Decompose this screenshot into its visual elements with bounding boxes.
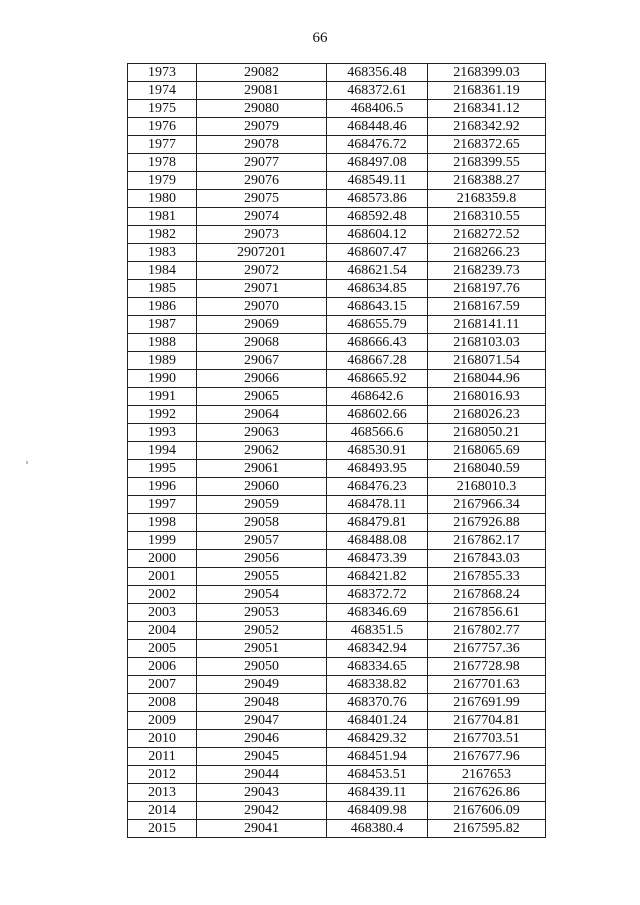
x-coordinate-cell: 468451.94 — [327, 748, 428, 766]
row-index-cell: 1992 — [128, 406, 197, 424]
x-coordinate-cell: 468476.72 — [327, 136, 428, 154]
row-index-cell: 1998 — [128, 514, 197, 532]
table-row — [128, 460, 546, 478]
row-index-cell: 2013 — [128, 784, 197, 802]
y-coordinate-cell: 2167862.17 — [428, 532, 546, 550]
y-coordinate-cell: 2168399.03 — [428, 64, 546, 82]
table-row — [128, 64, 546, 82]
y-coordinate-cell: 2167677.96 — [428, 748, 546, 766]
table-row — [128, 622, 546, 640]
table-row — [128, 244, 546, 262]
table-row — [128, 532, 546, 550]
point-id-cell: 29045 — [197, 748, 327, 766]
margin-mark — [26, 461, 28, 464]
point-id-cell: 29061 — [197, 460, 327, 478]
row-index-cell: 1974 — [128, 82, 197, 100]
point-id-cell: 29072 — [197, 262, 327, 280]
x-coordinate-cell: 468346.69 — [327, 604, 428, 622]
x-coordinate-cell: 468380.4 — [327, 820, 428, 838]
row-index-cell: 2009 — [128, 712, 197, 730]
table-row — [128, 820, 546, 838]
point-id-cell: 29065 — [197, 388, 327, 406]
table-row — [128, 226, 546, 244]
point-id-cell: 29071 — [197, 280, 327, 298]
table-row — [128, 784, 546, 802]
point-id-cell: 29074 — [197, 208, 327, 226]
row-index-cell: 1978 — [128, 154, 197, 172]
y-coordinate-cell: 2168044.96 — [428, 370, 546, 388]
x-coordinate-cell: 468370.76 — [327, 694, 428, 712]
y-coordinate-cell: 2167653 — [428, 766, 546, 784]
y-coordinate-cell: 2167606.09 — [428, 802, 546, 820]
y-coordinate-cell: 2168239.73 — [428, 262, 546, 280]
point-id-cell: 29043 — [197, 784, 327, 802]
point-id-cell: 29063 — [197, 424, 327, 442]
row-index-cell: 2002 — [128, 586, 197, 604]
y-coordinate-cell: 2167926.88 — [428, 514, 546, 532]
y-coordinate-cell: 2167856.61 — [428, 604, 546, 622]
x-coordinate-cell: 468342.94 — [327, 640, 428, 658]
point-id-cell: 29042 — [197, 802, 327, 820]
point-id-cell: 29044 — [197, 766, 327, 784]
table-row — [128, 100, 546, 118]
page-number: 66 — [312, 30, 328, 46]
table-row — [128, 568, 546, 586]
table-row — [128, 514, 546, 532]
x-coordinate-cell: 468607.47 — [327, 244, 428, 262]
row-index-cell: 1975 — [128, 100, 197, 118]
point-id-cell: 29067 — [197, 352, 327, 370]
point-id-cell: 29058 — [197, 514, 327, 532]
x-coordinate-cell: 468338.82 — [327, 676, 428, 694]
row-index-cell: 2011 — [128, 748, 197, 766]
point-id-cell: 29046 — [197, 730, 327, 748]
point-id-cell: 2907201 — [197, 244, 327, 262]
row-index-cell: 1999 — [128, 532, 197, 550]
x-coordinate-cell: 468573.86 — [327, 190, 428, 208]
table-row — [128, 712, 546, 730]
point-id-cell: 29068 — [197, 334, 327, 352]
y-coordinate-cell: 2167843.03 — [428, 550, 546, 568]
x-coordinate-cell: 468479.81 — [327, 514, 428, 532]
y-coordinate-cell: 2168050.21 — [428, 424, 546, 442]
table-row — [128, 658, 546, 676]
table-row — [128, 676, 546, 694]
x-coordinate-cell: 468421.82 — [327, 568, 428, 586]
table-row — [128, 262, 546, 280]
x-coordinate-cell: 468478.11 — [327, 496, 428, 514]
row-index-cell: 1986 — [128, 298, 197, 316]
row-index-cell: 2007 — [128, 676, 197, 694]
table-row — [128, 586, 546, 604]
x-coordinate-cell: 468453.51 — [327, 766, 428, 784]
x-coordinate-cell: 468493.95 — [327, 460, 428, 478]
x-coordinate-cell: 468643.15 — [327, 298, 428, 316]
table-row — [128, 388, 546, 406]
point-id-cell: 29057 — [197, 532, 327, 550]
point-id-cell: 29081 — [197, 82, 327, 100]
x-coordinate-cell: 468439.11 — [327, 784, 428, 802]
row-index-cell: 1973 — [128, 64, 197, 82]
y-coordinate-cell: 2167626.86 — [428, 784, 546, 802]
table-row — [128, 316, 546, 334]
y-coordinate-cell: 2168065.69 — [428, 442, 546, 460]
row-index-cell: 1980 — [128, 190, 197, 208]
x-coordinate-cell: 468409.98 — [327, 802, 428, 820]
row-index-cell: 2008 — [128, 694, 197, 712]
point-id-cell: 29080 — [197, 100, 327, 118]
table-row — [128, 802, 546, 820]
table-row — [128, 208, 546, 226]
row-index-cell: 1981 — [128, 208, 197, 226]
y-coordinate-cell: 2168010.3 — [428, 478, 546, 496]
y-coordinate-cell: 2168141.11 — [428, 316, 546, 334]
row-index-cell: 2005 — [128, 640, 197, 658]
x-coordinate-cell: 468665.92 — [327, 370, 428, 388]
point-id-cell: 29052 — [197, 622, 327, 640]
point-id-cell: 29060 — [197, 478, 327, 496]
table-body — [128, 64, 546, 838]
table-row — [128, 496, 546, 514]
point-id-cell: 29062 — [197, 442, 327, 460]
row-index-cell: 2014 — [128, 802, 197, 820]
x-coordinate-cell: 468351.5 — [327, 622, 428, 640]
y-coordinate-cell: 2167703.51 — [428, 730, 546, 748]
y-coordinate-cell: 2167757.36 — [428, 640, 546, 658]
table-row — [128, 550, 546, 568]
table-row — [128, 424, 546, 442]
table-row — [128, 352, 546, 370]
row-index-cell: 1993 — [128, 424, 197, 442]
table-row — [128, 730, 546, 748]
row-index-cell: 2012 — [128, 766, 197, 784]
row-index-cell: 1996 — [128, 478, 197, 496]
point-id-cell: 29056 — [197, 550, 327, 568]
point-id-cell: 29054 — [197, 586, 327, 604]
row-index-cell: 2004 — [128, 622, 197, 640]
row-index-cell: 2000 — [128, 550, 197, 568]
y-coordinate-cell: 2167728.98 — [428, 658, 546, 676]
x-coordinate-cell: 468530.91 — [327, 442, 428, 460]
table-row — [128, 370, 546, 388]
point-id-cell: 29079 — [197, 118, 327, 136]
point-id-cell: 29051 — [197, 640, 327, 658]
table-row — [128, 442, 546, 460]
point-id-cell: 29073 — [197, 226, 327, 244]
x-coordinate-cell: 468372.61 — [327, 82, 428, 100]
table-row — [128, 406, 546, 424]
point-id-cell: 29053 — [197, 604, 327, 622]
x-coordinate-cell: 468473.39 — [327, 550, 428, 568]
y-coordinate-cell: 2167966.34 — [428, 496, 546, 514]
x-coordinate-cell: 468476.23 — [327, 478, 428, 496]
x-coordinate-cell: 468592.48 — [327, 208, 428, 226]
x-coordinate-cell: 468642.6 — [327, 388, 428, 406]
row-index-cell: 1977 — [128, 136, 197, 154]
y-coordinate-cell: 2168372.65 — [428, 136, 546, 154]
x-coordinate-cell: 468655.79 — [327, 316, 428, 334]
x-coordinate-cell: 468666.43 — [327, 334, 428, 352]
point-id-cell: 29055 — [197, 568, 327, 586]
y-coordinate-cell: 2167704.81 — [428, 712, 546, 730]
x-coordinate-cell: 468549.11 — [327, 172, 428, 190]
coordinates-table — [127, 63, 546, 838]
row-index-cell: 1979 — [128, 172, 197, 190]
x-coordinate-cell: 468372.72 — [327, 586, 428, 604]
table-row — [128, 118, 546, 136]
row-index-cell: 1991 — [128, 388, 197, 406]
table-row — [128, 172, 546, 190]
table-row — [128, 136, 546, 154]
point-id-cell: 29041 — [197, 820, 327, 838]
point-id-cell: 29077 — [197, 154, 327, 172]
table-row — [128, 604, 546, 622]
row-index-cell: 1994 — [128, 442, 197, 460]
y-coordinate-cell: 2168197.76 — [428, 280, 546, 298]
point-id-cell: 29048 — [197, 694, 327, 712]
y-coordinate-cell: 2167855.33 — [428, 568, 546, 586]
point-id-cell: 29075 — [197, 190, 327, 208]
row-index-cell: 1990 — [128, 370, 197, 388]
y-coordinate-cell: 2168361.19 — [428, 82, 546, 100]
y-coordinate-cell: 2168342.92 — [428, 118, 546, 136]
y-coordinate-cell: 2168040.59 — [428, 460, 546, 478]
row-index-cell: 2015 — [128, 820, 197, 838]
x-coordinate-cell: 468621.54 — [327, 262, 428, 280]
table-row — [128, 478, 546, 496]
y-coordinate-cell: 2167691.99 — [428, 694, 546, 712]
y-coordinate-cell: 2168071.54 — [428, 352, 546, 370]
row-index-cell: 1985 — [128, 280, 197, 298]
row-index-cell: 2010 — [128, 730, 197, 748]
point-id-cell: 29050 — [197, 658, 327, 676]
row-index-cell: 1976 — [128, 118, 197, 136]
y-coordinate-cell: 2167701.63 — [428, 676, 546, 694]
table-row — [128, 748, 546, 766]
x-coordinate-cell: 468334.65 — [327, 658, 428, 676]
point-id-cell: 29070 — [197, 298, 327, 316]
table-row — [128, 694, 546, 712]
row-index-cell: 1997 — [128, 496, 197, 514]
table-row — [128, 766, 546, 784]
y-coordinate-cell: 2168272.52 — [428, 226, 546, 244]
y-coordinate-cell: 2168016.93 — [428, 388, 546, 406]
row-index-cell: 1988 — [128, 334, 197, 352]
x-coordinate-cell: 468497.08 — [327, 154, 428, 172]
x-coordinate-cell: 468604.12 — [327, 226, 428, 244]
point-id-cell: 29059 — [197, 496, 327, 514]
row-index-cell: 1987 — [128, 316, 197, 334]
table-row — [128, 334, 546, 352]
y-coordinate-cell: 2168359.8 — [428, 190, 546, 208]
table-row — [128, 640, 546, 658]
row-index-cell: 1995 — [128, 460, 197, 478]
y-coordinate-cell: 2168341.12 — [428, 100, 546, 118]
point-id-cell: 29082 — [197, 64, 327, 82]
y-coordinate-cell: 2168026.23 — [428, 406, 546, 424]
point-id-cell: 29049 — [197, 676, 327, 694]
y-coordinate-cell: 2168310.55 — [428, 208, 546, 226]
x-coordinate-cell: 468448.46 — [327, 118, 428, 136]
row-index-cell: 2006 — [128, 658, 197, 676]
table-row — [128, 298, 546, 316]
point-id-cell: 29078 — [197, 136, 327, 154]
x-coordinate-cell: 468406.5 — [327, 100, 428, 118]
x-coordinate-cell: 468429.32 — [327, 730, 428, 748]
point-id-cell: 29047 — [197, 712, 327, 730]
point-id-cell: 29066 — [197, 370, 327, 388]
row-index-cell: 1982 — [128, 226, 197, 244]
y-coordinate-cell: 2168388.27 — [428, 172, 546, 190]
table-row — [128, 280, 546, 298]
table-row — [128, 154, 546, 172]
point-id-cell: 29069 — [197, 316, 327, 334]
y-coordinate-cell: 2167802.77 — [428, 622, 546, 640]
row-index-cell: 1983 — [128, 244, 197, 262]
table-row — [128, 190, 546, 208]
x-coordinate-cell: 468356.48 — [327, 64, 428, 82]
x-coordinate-cell: 468488.08 — [327, 532, 428, 550]
x-coordinate-cell: 468667.28 — [327, 352, 428, 370]
y-coordinate-cell: 2167868.24 — [428, 586, 546, 604]
table-row — [128, 82, 546, 100]
y-coordinate-cell: 2167595.82 — [428, 820, 546, 838]
y-coordinate-cell: 2168167.59 — [428, 298, 546, 316]
point-id-cell: 29064 — [197, 406, 327, 424]
x-coordinate-cell: 468566.6 — [327, 424, 428, 442]
row-index-cell: 1984 — [128, 262, 197, 280]
x-coordinate-cell: 468634.85 — [327, 280, 428, 298]
row-index-cell: 2003 — [128, 604, 197, 622]
y-coordinate-cell: 2168103.03 — [428, 334, 546, 352]
row-index-cell: 2001 — [128, 568, 197, 586]
y-coordinate-cell: 2168266.23 — [428, 244, 546, 262]
x-coordinate-cell: 468401.24 — [327, 712, 428, 730]
point-id-cell: 29076 — [197, 172, 327, 190]
row-index-cell: 1989 — [128, 352, 197, 370]
y-coordinate-cell: 2168399.55 — [428, 154, 546, 172]
x-coordinate-cell: 468602.66 — [327, 406, 428, 424]
